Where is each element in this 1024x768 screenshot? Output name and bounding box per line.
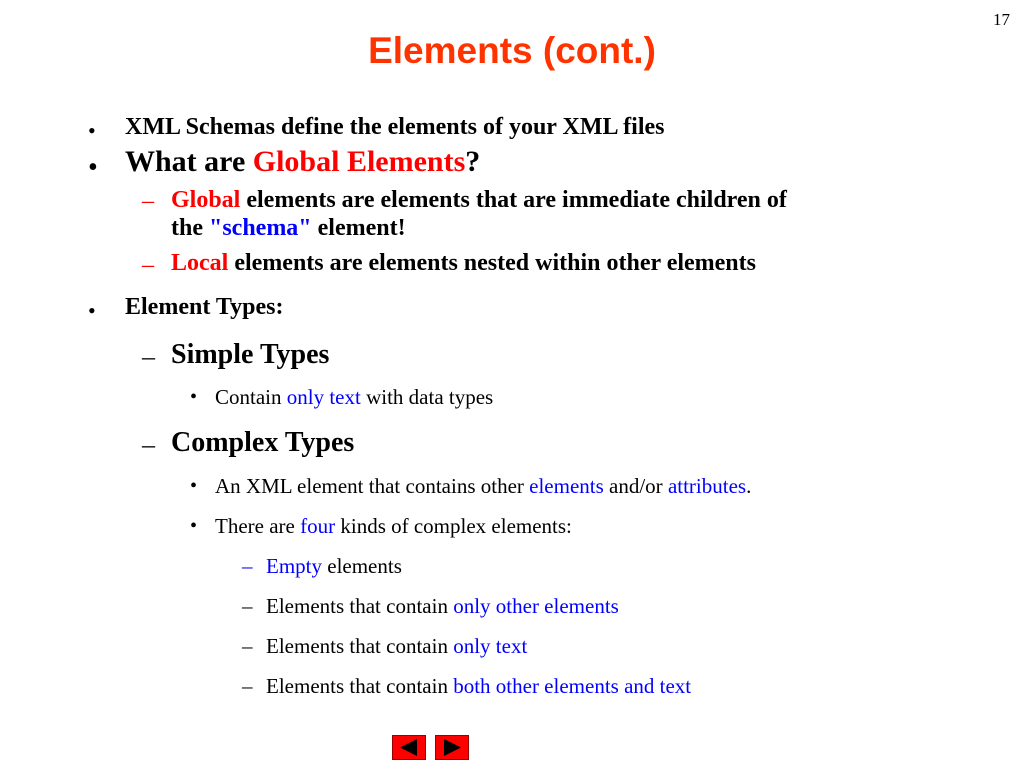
highlight-text: only text — [453, 634, 528, 658]
highlight-text: Global Elements — [252, 145, 466, 178]
bullet-symbol: • — [190, 475, 198, 497]
highlight-text: Local — [171, 250, 229, 276]
text-segment: Elements that contain — [266, 634, 454, 658]
highlight-text: only text — [286, 385, 361, 409]
highlight-text: four — [300, 514, 336, 538]
level3-four-kinds — [215, 514, 572, 539]
bullet-symbol: • — [88, 118, 96, 143]
sub-bullet-local — [171, 250, 756, 277]
prev-slide-button[interactable] — [392, 735, 426, 760]
dash-symbol: – — [142, 188, 154, 214]
level3-xml-element — [215, 474, 751, 499]
text-segment: What are — [125, 145, 253, 178]
text-segment: Contain — [215, 385, 287, 409]
text-segment: Elements that contain — [266, 594, 454, 618]
highlight-text: both other elements and text — [453, 674, 692, 698]
dash-symbol: – — [242, 554, 253, 578]
bullet-symbol: • — [190, 386, 198, 408]
text-segment: element! — [311, 215, 406, 241]
dash-symbol: – — [142, 252, 154, 278]
level4-only-other-elements — [266, 594, 619, 619]
bullet-text: Complex Types — [171, 427, 355, 458]
sub-bullet-complex-types — [171, 427, 354, 459]
slide-number: 17 — [993, 10, 1010, 29]
text-segment: . — [746, 474, 752, 498]
bullet-symbol: • — [190, 515, 198, 537]
highlight-text: attributes — [667, 474, 747, 498]
bullet-symbol: • — [88, 298, 96, 323]
bullet-symbol: • — [88, 152, 98, 183]
level4-empty-elements — [266, 554, 402, 579]
highlight-text: Empty — [266, 554, 322, 578]
bullet-text: XML Schemas define the elements of your XML files — [125, 114, 665, 140]
highlight-text: elements — [529, 474, 604, 498]
triangle-left-icon — [393, 736, 425, 759]
dash-symbol: – — [242, 674, 253, 698]
dash-symbol: – — [242, 594, 253, 618]
level4-both — [266, 674, 691, 699]
bullet-what-are-global — [125, 145, 480, 179]
text-segment: with data types — [360, 385, 494, 409]
text-segment: the — [171, 215, 209, 241]
text-segment: elements are elements nested within other elements — [228, 250, 756, 276]
text-segment: elements are elements that are immediate children of — [240, 187, 787, 213]
highlight-text: Global — [171, 187, 241, 213]
text-segment: There are — [215, 514, 301, 538]
text-segment: An XML element that contains other — [215, 474, 530, 498]
bullet-text: Simple Types — [171, 339, 330, 370]
level4-only-text — [266, 634, 527, 659]
text-segment: ? — [465, 145, 481, 178]
highlight-text: "schema" — [209, 215, 312, 241]
text-segment: Elements that contain — [266, 674, 454, 698]
text-segment: and/or — [603, 474, 668, 498]
dash-symbol: – — [142, 342, 155, 371]
text-segment: kinds of complex elements: — [335, 514, 572, 538]
dash-symbol: – — [242, 634, 253, 658]
text-segment: elements — [322, 554, 402, 578]
triangle-right-icon — [436, 736, 468, 759]
highlight-text: only other elements — [453, 594, 619, 618]
dash-symbol: – — [142, 430, 155, 459]
sub-bullet-global — [171, 187, 787, 214]
bullet-xml-schemas — [125, 114, 665, 141]
sub-bullet-global-cont — [171, 215, 406, 242]
next-slide-button[interactable] — [435, 735, 469, 760]
bullet-element-types — [125, 294, 283, 321]
bullet-text: Element Types: — [125, 294, 284, 320]
slide-title: Elements (cont.) — [368, 30, 656, 71]
sub-bullet-simple-types — [171, 339, 329, 371]
level3-contain-only-text — [215, 385, 493, 410]
